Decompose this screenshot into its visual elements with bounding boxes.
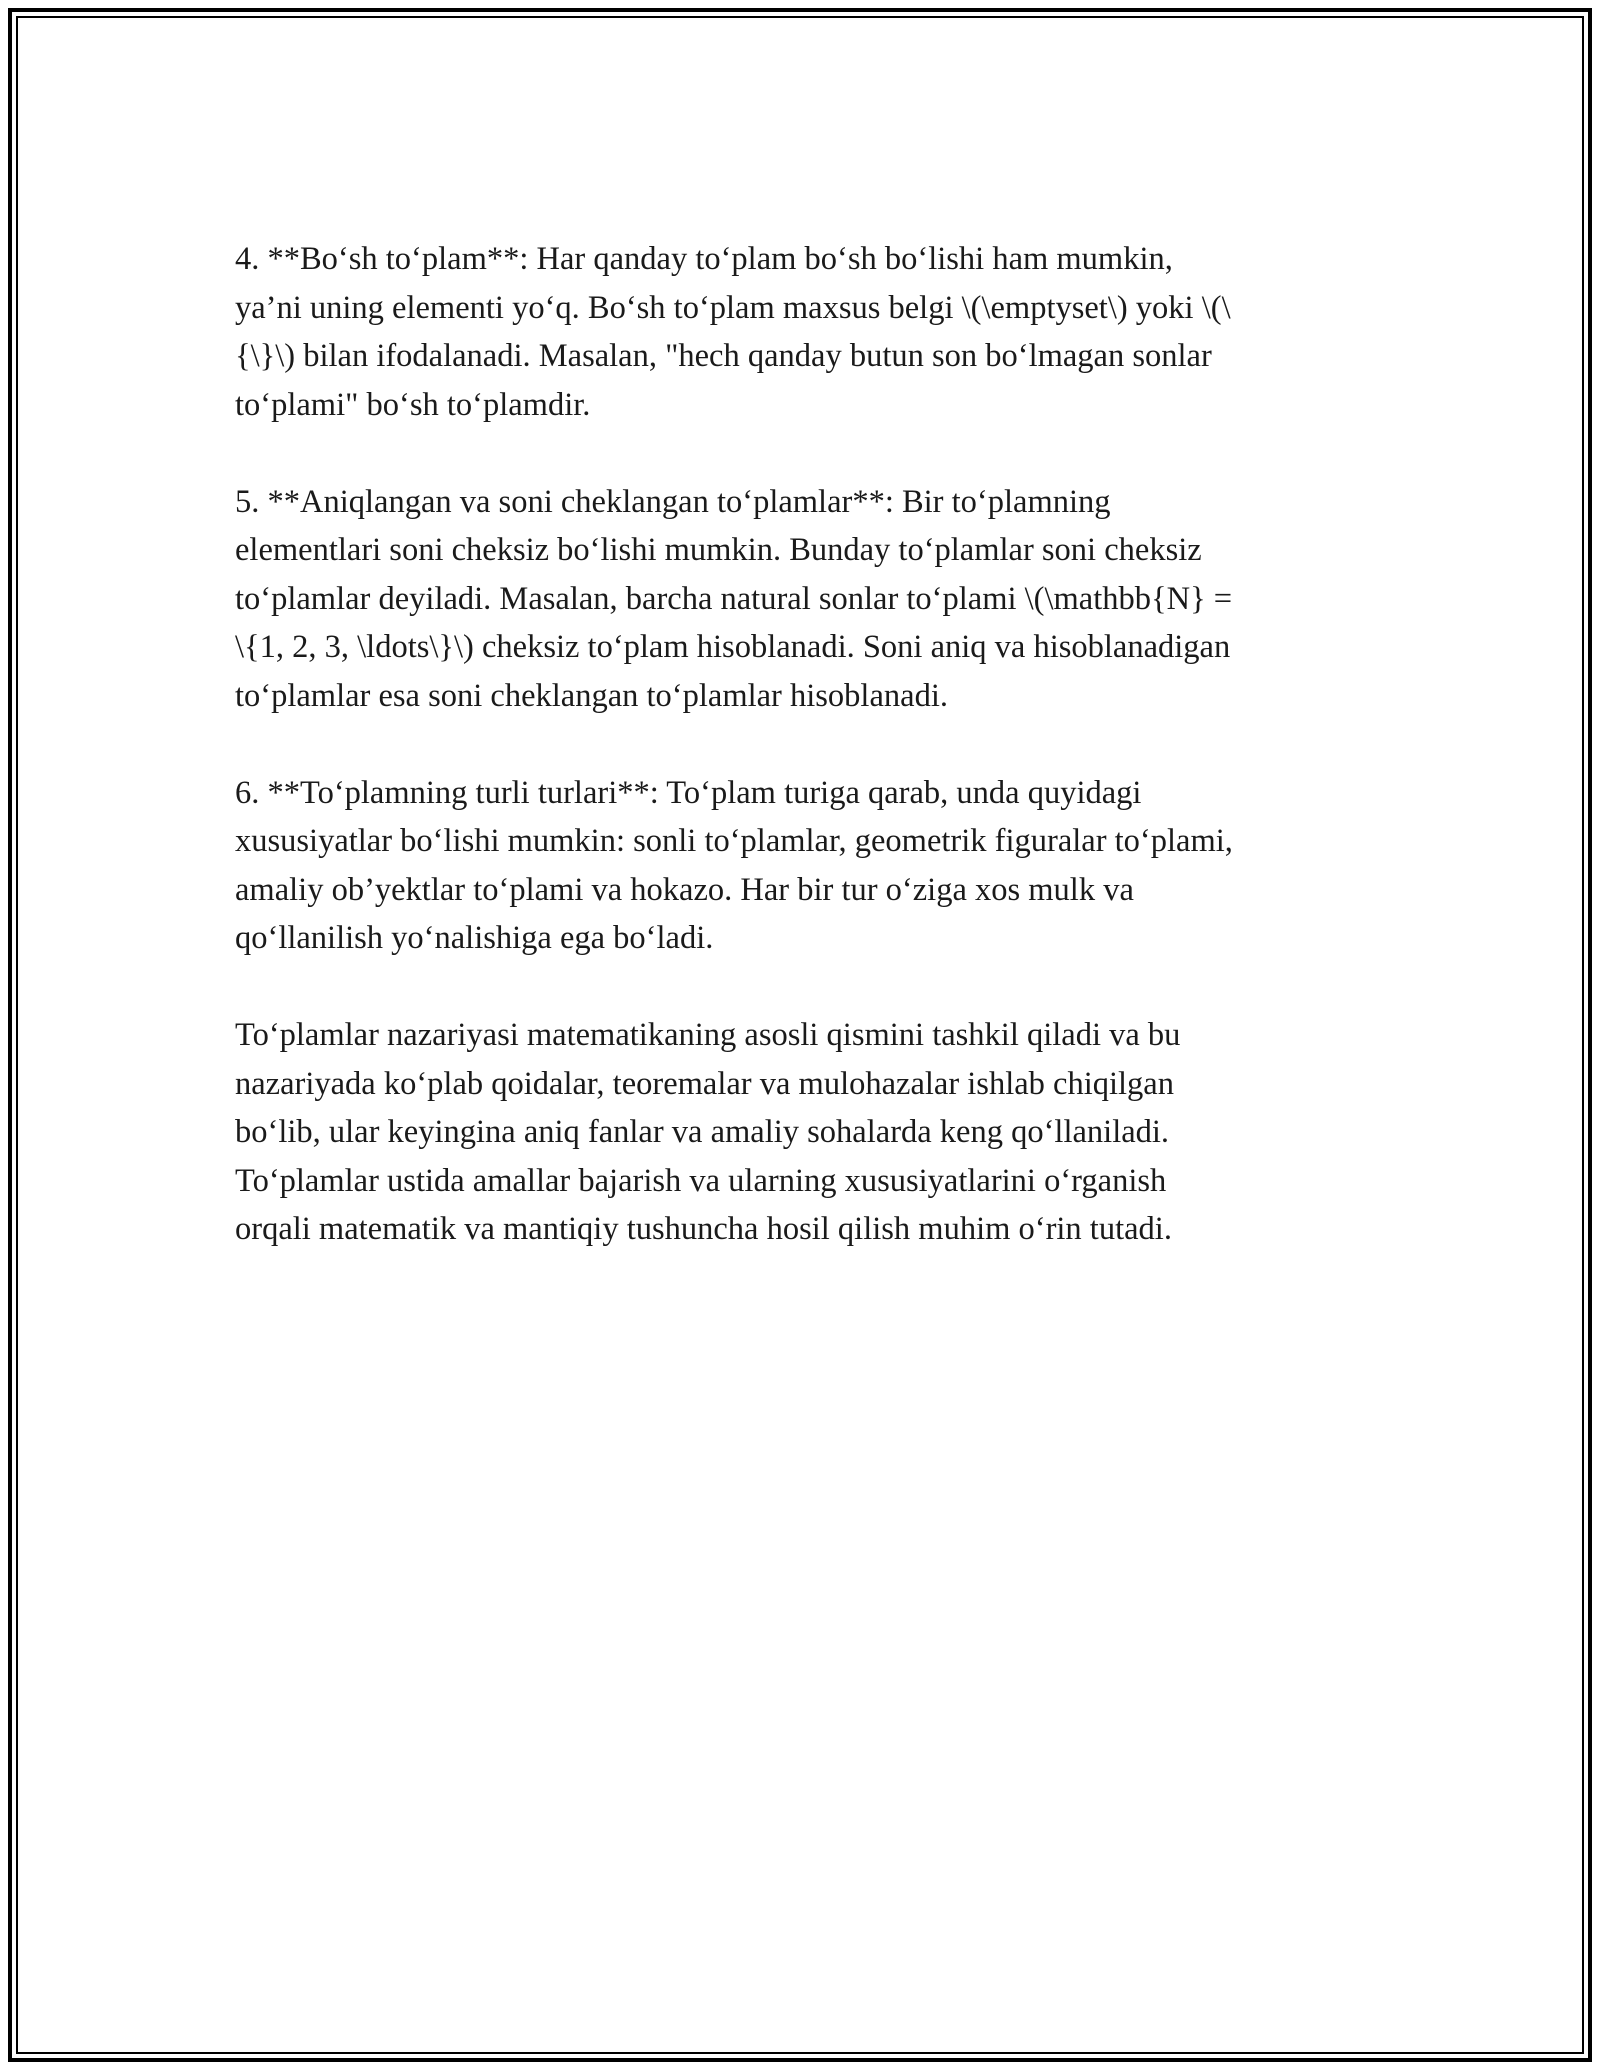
paragraph-set-types: 6. **To‘plamning turli turlari**: To‘plam turiga qarab, unda quyidagi xususiyatlar bo‘lishi mumkin: sonli to‘plamlar, geometrik figuralar to‘plami, amaliy ob’yektlar to‘plami va hokazo. Har bir tur o‘ziga xos mulk va qo‘llanilish yo‘nalishiga ega bo‘ladi. <box>235 774 1233 956</box>
paragraph-conclusion: To‘plamlar nazariyasi matematikaning asosli qismini tashkil qiladi va bu nazariyada ko‘plab qoidalar, teoremalar va mulohazalar ishlab chiqilgan bo‘lib, ular keyingina aniq fanlar va amaliy sohalarda keng qo‘llaniladi. To‘plamlar ustida amallar bajarish va ularning xususiyatlarini o‘rganish orqali matematik va mantiqiy tushuncha hosil qilish muhim o‘rin tutadi. <box>235 1017 1181 1247</box>
paragraph-finite-infinite-sets: 5. **Aniqlangan va soni cheklangan to‘plamlar**: Bir to‘plamning elementlari soni cheksiz bo‘lishi mumkin. Bunday to‘plamlar soni cheksiz to‘plamlar deyiladi. Masalan, barcha natural sonlar to‘plami \(\mathbb{N} = \{1, 2, 3, \ldots\}\) cheksiz to‘plam hisoblanadi. Soni aniq va hisoblanadigan to‘plamlar esa soni cheklangan to‘plamlar hisoblanadi. <box>235 483 1233 714</box>
paragraph-empty-set: 4. **Bo‘sh to‘plam**: Har qanday to‘plam bo‘sh bo‘lishi ham mumkin, ya’ni uning elementi yo‘q. Bo‘sh to‘plam maxsus belgi \(\emptyset\) yoki \(\ {\}\) bilan ifodalanadi. Masalan, "hech qanday butun son bo‘lmagan sonlar to‘plami" bo‘sh to‘plamdir. <box>235 241 1231 423</box>
document-body <box>235 235 1375 1302</box>
